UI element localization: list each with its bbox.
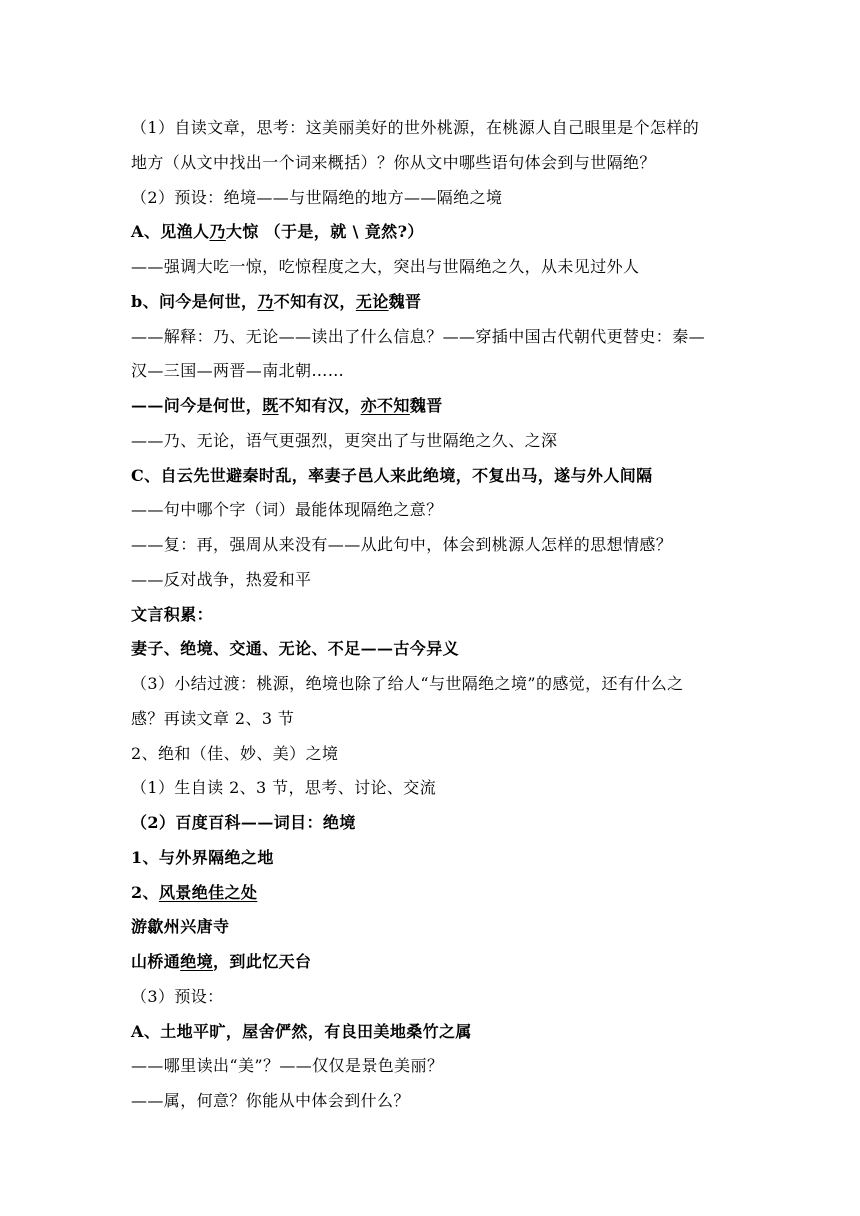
text-segment: A、见渔人 [131,222,210,242]
text-line [131,570,311,590]
text-segment: 魏晋 [388,291,422,311]
text-segment: A、土地平旷，屋舍俨然，有良田美地桑竹之属 [131,1021,472,1041]
text-segment: ——反对战争，热爱和平 [131,569,312,589]
text-segment: （1）生自读 2、3 节，思考、讨论、交流 [131,778,437,798]
text-segment: 山桥通 [131,952,181,971]
underlined-text: 绝境 [180,952,214,971]
text-segment: ——解释：乃、无论——读出了什么信息？——穿插中国古代朝代更替史：秦— [131,326,706,346]
text-line [131,327,705,347]
text-segment: ——问今是何世， [131,396,263,415]
text-line [131,535,672,555]
text-segment: 大惊 （于是，就 \ 竟然?） [225,222,424,242]
text-segment: 不知有汉， [273,291,356,311]
underlined-text: 既 [262,396,279,415]
underlined-text: 乃 [257,291,274,311]
text-segment: 感？再读文章 2、3 节 [131,708,295,728]
text-line [131,813,356,833]
text-line [131,153,656,173]
text-segment: ——句中哪个字（词）最能体现隔绝之意？ [131,500,443,520]
text-segment: 不知有汉， [278,396,361,415]
text-line [131,605,213,625]
text-segment: ——属，何意？你能从中体会到什么？ [131,1091,410,1110]
text-line [131,118,699,138]
text-segment: ，到此忆天台 [213,952,312,971]
text-line [131,500,443,520]
text-segment: 地方（从文中找出一个词来概括）？你从文中哪些语句体会到与世隔绝？ [131,152,656,172]
underlined-text: 无论 [355,291,389,311]
text-segment: ——哪里读出“美”？——仅仅是景色美丽？ [131,1056,444,1076]
text-line [131,987,224,1007]
text-segment: （1）自读文章，思考：这美丽美好的世外桃源，在桃源人自己眼里是个怎样的 [131,118,700,137]
text-line [131,361,344,381]
text-line [131,466,653,486]
underlined-text: 乃 [209,222,226,242]
text-segment: 游歙州兴唐寺 [131,917,230,937]
text-segment: ——强调大吃一惊，吃惊程度之大，突出与世隔绝之久，从未见过外人 [131,257,640,276]
text-line [131,431,557,451]
text-line [131,952,311,972]
text-line [131,917,229,937]
text-segment: （2）预设：绝境——与世隔绝的地方——隔绝之境 [131,187,503,207]
underlined-text: 风景绝佳之处 [158,882,258,902]
text-segment: （3）预设： [131,986,224,1006]
text-line [131,292,421,312]
text-line [131,744,338,764]
text-line [131,222,424,242]
text-segment: 汉—三国—两晋—南北朝…… [131,361,345,381]
text-segment: 文言积累： [131,604,214,624]
text-segment: b、问今是何世， [131,291,258,311]
text-line [131,396,443,416]
text-segment: 1、与外界隔绝之地 [131,847,274,867]
text-segment: 妻子、绝境、交通、无论、不足——古今异义 [131,639,460,659]
text-line [131,639,459,659]
text-line [131,709,294,729]
text-line [131,257,639,277]
underlined-text: 亦不知 [360,396,410,415]
text-segment: C、自云先世避秦时乱，率妻子邑人来此绝境，不复出马，遂与外人间隔 [131,465,653,485]
text-segment: （3）小结过渡：桃源，绝境也除了给人“与世隔绝之境”的感觉，还有什么之 [131,674,684,693]
text-segment: ——复：再，强周从来没有——从此句中，体会到桃源人怎样的思想情感？ [131,535,673,554]
text-segment: ——乃、无论，语气更强烈，更突出了与世隔绝之久、之深 [131,430,558,450]
text-line [131,778,436,798]
text-line [131,883,257,903]
text-line [131,848,274,868]
text-segment: 2、绝和（佳、妙、美）之境 [131,743,339,763]
text-line [131,1056,443,1076]
text-segment: （2）百度百科——词目：绝境 [131,813,356,832]
text-line [131,674,684,694]
text-line [131,1091,410,1111]
text-segment: 魏晋 [409,396,443,415]
text-line [131,188,502,208]
text-segment: 2、 [131,882,159,902]
text-line [131,1022,472,1042]
